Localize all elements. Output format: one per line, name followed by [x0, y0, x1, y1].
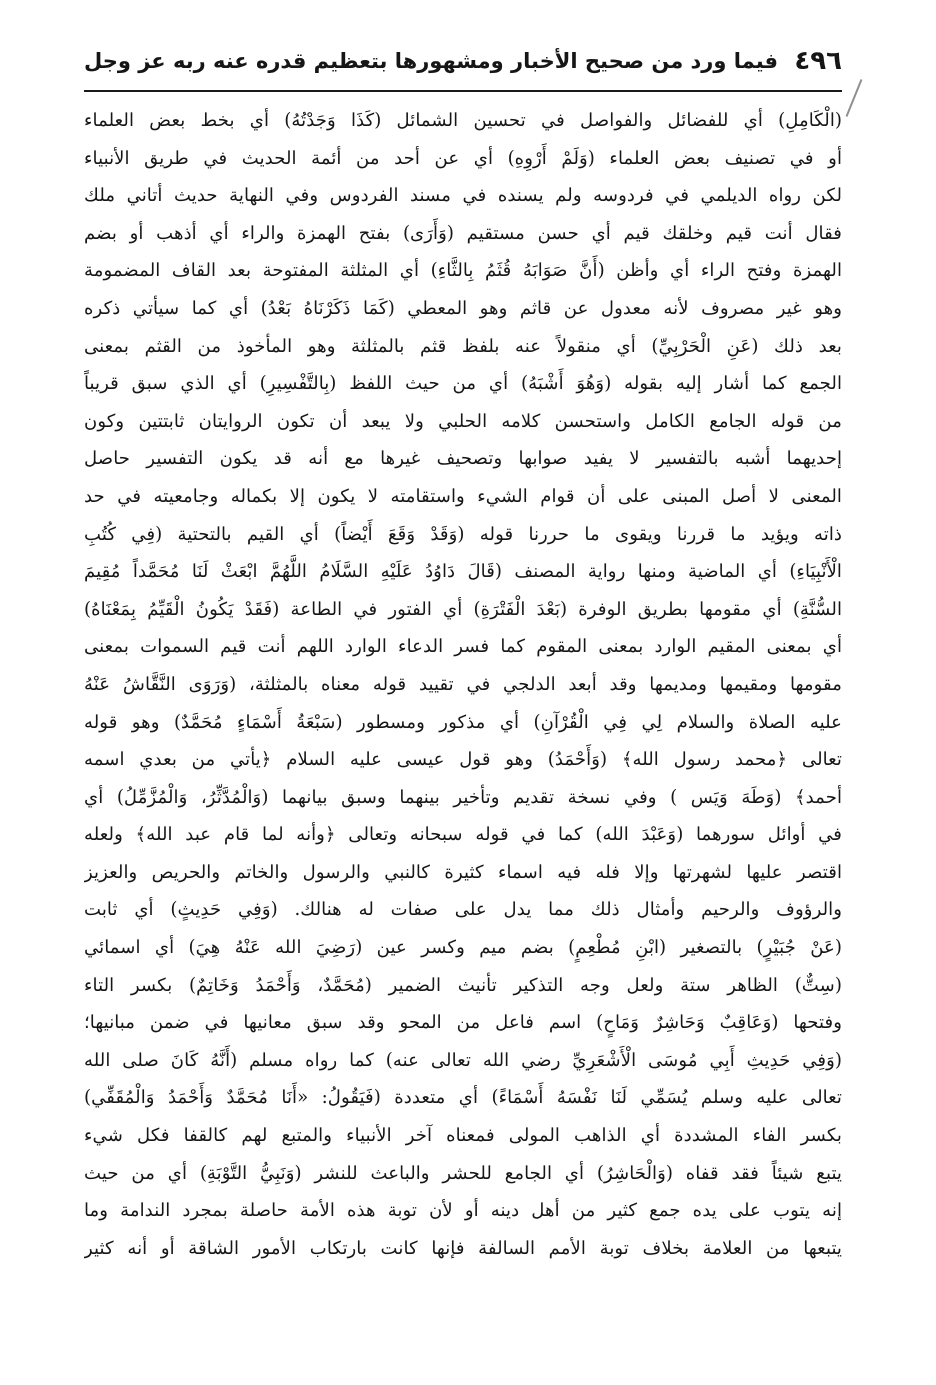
text-line: أي بمعنى المقيم الوارد بمعنى المقوم كما فسر الدعاء الوارد اللهم أنت قيم السموات بمعنى: [84, 636, 842, 658]
text-line: (سِتٌّ) الظاهر ستة ولعل وجه التذكير تأنيث الضمير (مُحَمَّدٌ، وَأَحْمَدُ وَخَاتِمٌ) بكسر التاء: [84, 974, 842, 996]
text-line: وفتحها (وَعَاقِبٌ وَحَاشِرٌ وَمَاحٍ) اسم فاعل من المحو وقد سبق معانيها في ضمن مبانيها؛: [84, 1012, 842, 1034]
text-line: بكسر الفاء المشددة أي الذاهب المولى فمعناه آخر الأنبياء والمتبع لهم كالقفا فكل شيء: [84, 1125, 842, 1147]
text-line: (وَفِي حَدِيثِ أَبِي مُوسَى الْأَشْعَرِيِّ رضي الله تعالى عنه) كما رواه مسلم (أَنَّهُ كَانَ صلى الله: [84, 1049, 842, 1071]
text-line: المعنى لا أصل المبنى على أن قوام الشيء واستقامته لا يكون إلا بكماله وجامعيته في حد: [84, 485, 842, 507]
text-line: اقتصر عليها لشهرتها وإلا فله فيه اسماء كثيرة كالنبي والرسول والخاتم والحريص والعزيز: [84, 861, 842, 883]
text-line: الهمزة وفتح الراء أي وأظن (أَنَّ صَوَابَهُ قُثَمُ بِالثَّاءِ) أي المثلثة المفتوحة بعد القاف المضمومة: [84, 260, 842, 282]
text-line: ذاته ويؤيد ما قررنا ويقوى ما حررنا قوله (وَقَدْ وَقَعَ أَيْضاً) أي القيم بالتحتية (فِي كُتُبِ: [84, 523, 842, 545]
text-line: الْأَنْبِيَاءِ) أي الماضية ومنها رواية المصنف (قَالَ دَاوُدُ عَلَيْهِ السَّلَامُ اللَّهُمَّ ابْعَثْ لَنَا مُحَمَّداً مُقِيمَ: [84, 561, 842, 583]
text-line: وهو غير مصروف لأنه معدول عن قاثم وهو المعطي (كَمَا ذَكَرْنَاهُ بَعْدُ) أي كما سيأتي ذكره: [84, 297, 842, 319]
text-line: (عَنْ جُبَيْرٍ) بالتصغير (ابْنِ مُطْعِمٍ) بضم ميم وكسر عين (رَضِيَ الله عَنْهُ هِيَ) أي اسمائي: [84, 937, 842, 959]
text-line: مقومها ومقيمها ومديمها وقد أبعد الدلجي في تقييد قوله معناه بالمثلثة، (وَرَوَى النَّقَّاشُ عَنْهُ: [84, 673, 842, 695]
text-line: من قوله الجامع الكامل واستحسن كلامه الحلبي ولا يبعد أن تكون الروايتان ثابتتين وكون: [84, 410, 842, 432]
body-text: [84, 102, 842, 1267]
header-rule: [84, 90, 842, 92]
text-line: بعد ذلك (عَنِ الْحَرْبِيِّ) أي منقولاً عنه بلفظ قثم بالمثلثة وهو المأخوذ من القثم بمعنى: [84, 335, 842, 357]
text-line: في أوائل سورهما (وَعَبْدَ الله) كما في قوله سبحانه وتعالى ﴿وأنه لما قام عبد الله﴾ ولعله: [84, 824, 842, 846]
text-line: أحمد﴾ (وَطَهَ وَيَس ) وفي نسخة تقديم وتأخير بينهما وسبق بيانهما (وَالْمُدَّثِّرُ، وَالْمُزَّمِّلُ) أي: [84, 786, 842, 808]
text-line: إحديهما أشبه بالتفسير لا يفيد صوابها وتصحيف غيرها مع أنه قد يكون التفسير حاصل: [84, 448, 842, 470]
page-header: [84, 38, 842, 84]
text-line: أو في تصنيف بعض العلماء (وَلَمْ أَرْوِهِ) أي عن أحد من أئمة الحديث في طريق الأنبياء: [84, 147, 842, 169]
text-line: يتبع شيئاً فقد قفاه (وَالْحَاشِرُ) أي الجامع للحشر والباعث للنشر (وَنَبِيُّ التَّوْبَةِ) أي من حيث: [84, 1162, 842, 1184]
text-line: الجمع كما أشار إليه بقوله (وَهُوَ أَشْبَهُ) أي من حيث اللفظ (بِالتَّفْسِيرِ) أي الذي سبق قريباً: [84, 373, 842, 395]
text-line: عليه الصلاة والسلام لِي فِي الْقُرْآنِ) أي مذكور ومسطور (سَبْعَةُ أَسْمَاءٍ مُحَمَّدٌ) وهو قوله: [84, 711, 842, 733]
page-number: ٤٩٦: [794, 46, 842, 76]
text-line: تعالى عليه وسلم يُسَمِّي لَنَا نَفْسَهُ أَسْمَاءً) أي متعددة (فَيَقُولُ: «أَنَا مُحَمَّدٌ وَأَحْمَدُ وَالْمُقَفِّي): [84, 1087, 842, 1109]
text-line: السُّنَّةِ) أي مقومها بطريق الوفرة (بَعْدَ الْفَتْرَةِ) أي الفتور في الطاعة (فَقَدْ يَكُونُ الْقَيِّمُ بِمَعْنَاهُ): [84, 598, 842, 620]
text-line: والرؤوف والرحيم وأمثال ذلك مما يدل على صفات له هنالك. (وَفِي حَدِيثٍ) أي ثابت: [84, 899, 842, 921]
scan-mark: [846, 79, 863, 117]
text-line: فقال أنت قيم وخلقك قيم أي حسن مستقيم (وَأَرَى) بفتح الهمزة والراء أي أذهب أو بضم: [84, 222, 842, 244]
text-line: يتبعها من العلامة بخلاف توبة الأمم السالفة فإنها كانت بارتكاب الأمور الشاقة أو أنه كثير: [84, 1237, 842, 1259]
text-line: لكن رواه الديلمي في فردوسه ولم يسنده في مسند الفردوس وفي النهاية حديث أتاني ملك: [84, 185, 842, 207]
running-title: فيما ورد من صحيح الأخبار ومشهورها بتعظيم قدره عنه ربه عز وجل: [84, 49, 779, 73]
text-line: (الْكَامِلِ) أي للفضائل والفواصل في تحسين الشمائل (كَذَا وَجَدْتُهُ) أي بخط بعض العلماء: [84, 110, 842, 131]
text-line: إنه يتوب على يده جمع كثير من أهل دينه أو لأن توبة هذه الأمة حاصلة بمجرد الندامة وما: [84, 1200, 842, 1222]
text-line: تعالى ﴿محمد رسول الله﴾ (وَأَحْمَدُ) وهو قول عيسى عليه السلام ﴿يأتي من بعدي اسمه: [84, 749, 842, 771]
